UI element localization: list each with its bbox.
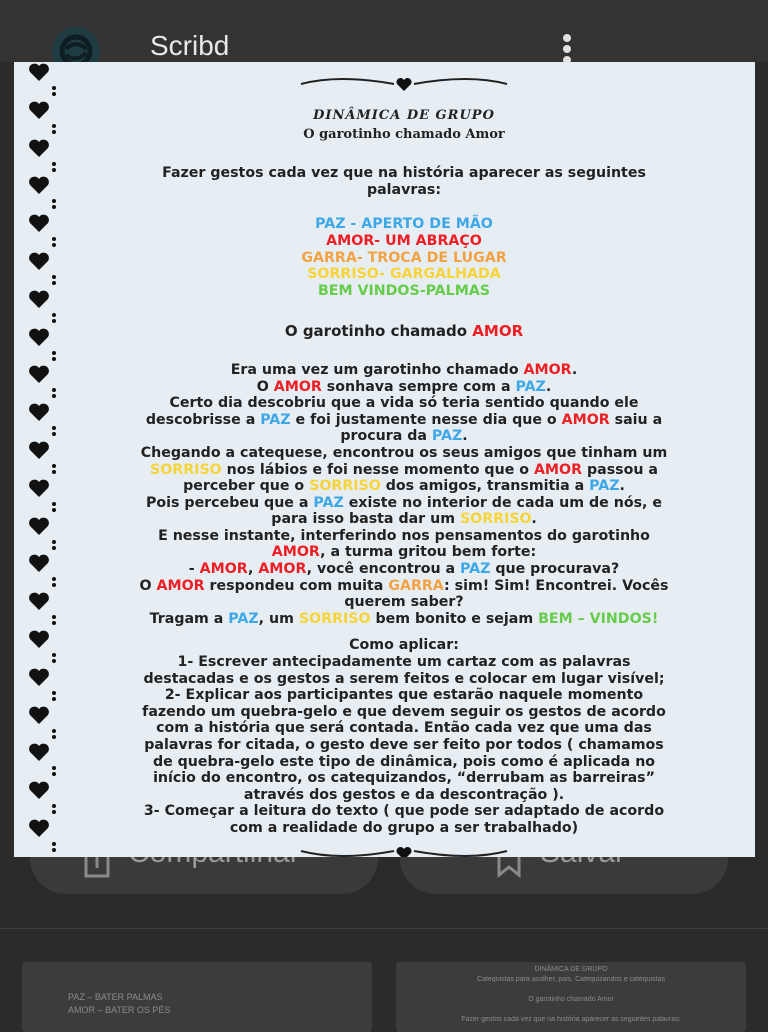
dot-icon: [52, 357, 56, 361]
thumbnail-text: Catequistas para acolher, pais, Catequizandos e catequistas: [477, 976, 665, 983]
how-to-apply: [64, 637, 744, 836]
story-line: [64, 395, 744, 412]
story-text-segment: Tragam a: [149, 610, 229, 627]
dot-icon: [52, 546, 56, 550]
dot-icon: [52, 464, 56, 468]
dot-icon: [52, 848, 56, 852]
heart-border-row: [28, 364, 56, 402]
keyword-yellow: SORRISO: [309, 478, 381, 495]
how-to-apply-line: 1- Escrever antecipadamente um cartaz com as palavras: [177, 654, 631, 671]
ornament-divider: [299, 72, 509, 94]
heart-border-row: [28, 327, 56, 365]
story-text-segment: Pois percebeu que a: [146, 494, 314, 511]
keyword-red: AMOR: [199, 561, 248, 578]
divider: [0, 928, 768, 929]
document-content: [64, 62, 744, 857]
story-title-prefix: O garotinho chamado: [284, 322, 473, 341]
more-vert-icon[interactable]: [557, 34, 577, 64]
document-title: DINÂMICA DE GRUPO: [313, 108, 495, 123]
heart-border-row: [28, 553, 56, 591]
dot-icon: [52, 729, 56, 733]
dot-icon: [52, 653, 56, 657]
dot-icon: [52, 621, 56, 625]
app-title: Scribd: [150, 30, 230, 61]
dot-icon: [52, 583, 56, 587]
heart-icon: [28, 516, 50, 536]
dot-icon: [52, 772, 56, 776]
story-line: [64, 511, 744, 528]
story-line: [64, 611, 744, 628]
dot-icon: [52, 426, 56, 430]
heart-border-row: [28, 251, 56, 289]
thumbnail-text: O garotinho chamado Amor: [528, 996, 614, 1003]
legend-item-amor: AMOR- UM ABRAÇO: [326, 232, 482, 249]
heart-border-row: [28, 516, 56, 554]
heart-border-row: [28, 818, 56, 856]
how-to-apply-line: 2- Explicar aos participantes que estarão naquele momento: [164, 687, 644, 704]
dot-icon: [52, 319, 56, 323]
story-line: [64, 379, 744, 396]
story-text-segment: Certo dia descobriu que a vida só teria sentido quando ele: [169, 395, 639, 412]
story-text-segment: descobrisse a: [145, 411, 261, 428]
keyword-yellow: SORRISO: [298, 610, 371, 627]
keyword-blue: PAZ: [431, 428, 463, 445]
dot-icon: [52, 394, 56, 398]
story-line: [64, 578, 744, 595]
story-text-segment: para isso basta dar um: [271, 511, 460, 528]
heart-icon: [28, 251, 50, 271]
dot-icon: [52, 766, 56, 770]
dot-icon: [52, 502, 56, 506]
dot-icon: [52, 432, 56, 436]
story-title: [64, 323, 744, 340]
dot-icon: [52, 577, 56, 581]
heart-border: [28, 62, 56, 856]
related-document-thumbnail[interactable]: [22, 962, 372, 1032]
dot-icon: [52, 735, 56, 739]
dot-icon: [52, 697, 56, 701]
thumbnail-text: DINÂMICA DE GRUPO: [534, 966, 608, 973]
story-text-segment: .: [619, 478, 625, 495]
app-header: [0, 0, 768, 62]
keyword-red: AMOR: [156, 577, 205, 594]
heart-border-row: [28, 705, 56, 743]
how-to-apply-line: com a realidade do grupo a ser trabalhado): [229, 819, 579, 836]
thumbnail-text: Fazer gestos cada vez que na história aparecer as seguintes palavras:: [461, 1016, 681, 1023]
legend-item-sorriso: SORRISO- GARGALHADA: [307, 266, 501, 283]
heart-icon: [28, 629, 50, 649]
story-text-segment: existe no interior de cada um de nós, e: [343, 494, 662, 511]
legend-item-bem-vindos: BEM VINDOS-PALMAS: [317, 282, 491, 299]
keyword-red: AMOR: [561, 411, 610, 428]
legend-item-paz: PAZ - APERTO DE MÃO: [315, 216, 493, 233]
dot-icon: [52, 615, 56, 619]
dot-icon: [52, 691, 56, 695]
dot-icon: [52, 388, 56, 392]
story-text-segment: e foi justamente nesse dia que o: [290, 411, 562, 428]
dot-icon: [52, 275, 56, 279]
story-text-segment: querem saber?: [344, 594, 464, 611]
how-to-apply-heading: Como aplicar:: [349, 637, 459, 654]
story-text: [64, 362, 744, 628]
dot-icon: [52, 124, 56, 128]
thumbnail-text: AMOR – BATER OS PÉS: [68, 1005, 171, 1015]
heart-icon: [28, 780, 50, 800]
heart-border-row: [28, 213, 56, 251]
keyword-blue: PAZ: [515, 378, 546, 395]
dot-icon: [52, 130, 56, 134]
heart-border-row: [28, 591, 56, 629]
dot-icon: [52, 281, 56, 285]
story-line: [64, 445, 744, 462]
dot-icon: [52, 351, 56, 355]
heart-icon: [28, 213, 50, 233]
heart-border-row: [28, 62, 56, 100]
how-to-apply-line: de quebra-gelo este tipo de dinâmica, pois como é aplicada no: [152, 753, 656, 770]
keyword-red: AMOR: [271, 544, 321, 561]
keyword-red: AMOR: [533, 461, 583, 478]
heart-border-row: [28, 440, 56, 478]
legend-item-garra: GARRA- TROCA DE LUGAR: [301, 249, 507, 266]
dot-icon: [52, 205, 56, 209]
heart-border-row: [28, 478, 56, 516]
heart-border-row: [28, 629, 56, 667]
story-text-segment: E nesse instante, interferindo nos pensamentos do garotinho: [158, 527, 650, 544]
keyword-orange: GARRA: [388, 577, 445, 594]
heart-border-row: [28, 138, 56, 176]
story-title-highlight: AMOR: [472, 322, 524, 341]
thumbnail-text: PAZ – BATER PALMAS: [68, 992, 163, 1002]
heart-border-row: [28, 402, 56, 440]
dot-icon: [52, 168, 56, 172]
story-text-segment: passou a: [582, 461, 658, 478]
story-line: [64, 495, 744, 512]
dot-icon: [52, 237, 56, 241]
story-text-segment: respondeu com muita: [204, 577, 389, 594]
how-to-apply-line: destacadas e os gestos a serem feitos e colocar em lugar visível;: [143, 670, 665, 687]
ornament-divider: [299, 841, 509, 857]
story-text-segment: : sim! Sim! Encontrei. Vocês: [444, 577, 669, 594]
story-line: [64, 478, 744, 495]
heart-icon: [28, 100, 50, 120]
dot-icon: [52, 92, 56, 96]
how-to-apply-line: através dos gestos e da descontração ).: [243, 786, 565, 803]
story-text-segment: Chegando a catequese, encontrou os seus amigos que tinham um: [140, 444, 668, 461]
story-line: [64, 362, 744, 379]
dot-icon: [52, 659, 56, 663]
gesture-legend: [64, 216, 744, 299]
heart-icon: [28, 327, 50, 347]
heart-border-row: [28, 175, 56, 213]
how-to-apply-line: com a história que será contada. Então cada vez que uma das: [156, 720, 652, 737]
keyword-yellow: SORRISO: [150, 461, 222, 478]
story-text-segment: nos lábios e foi nesse momento que o: [221, 461, 534, 478]
dot-icon: [52, 243, 56, 247]
heart-icon: [28, 667, 50, 687]
keyword-green: BEM – VINDOS!: [538, 610, 659, 627]
intro-line: Fazer gestos cada vez que na história aparecer as seguintes: [162, 165, 646, 182]
story-text-segment: procura da: [340, 428, 432, 445]
story-text-segment: .: [545, 378, 552, 395]
story-text-segment: perceber que o: [183, 478, 310, 495]
story-text-segment: Era uma vez um garotinho chamado: [230, 361, 524, 378]
story-text-segment: .: [571, 361, 578, 378]
related-document-thumbnail[interactable]: [396, 962, 746, 1032]
story-text-segment: , a turma gritou bem forte:: [320, 544, 537, 561]
story-text-segment: dos amigos, transmitia a: [380, 478, 590, 495]
heart-icon: [28, 818, 50, 838]
story-text-segment: -: [188, 561, 200, 578]
story-text-segment: , você encontrou a: [306, 561, 461, 578]
dot-icon: [52, 810, 56, 814]
story-text-segment: ,: [247, 561, 259, 578]
keyword-blue: PAZ: [260, 411, 291, 428]
story-line: [64, 528, 744, 545]
heart-icon: [28, 175, 50, 195]
dot-icon: [52, 162, 56, 166]
heart-icon: [28, 440, 50, 460]
how-to-apply-line: início do encontro, os catequizandos, “derrubam as barreiras”: [153, 770, 655, 787]
story-line: [64, 544, 744, 561]
story-line: [64, 412, 744, 429]
heart-icon: [28, 289, 50, 309]
dot-icon: [52, 86, 56, 90]
dot-icon: [52, 313, 56, 317]
dot-icon: [52, 540, 56, 544]
story-text-segment: bem bonito e sejam: [370, 610, 539, 627]
story-text-segment: O: [139, 577, 157, 594]
intro-line: palavras:: [366, 181, 442, 198]
document-page[interactable]: [14, 62, 755, 857]
heart-icon: [28, 591, 50, 611]
keyword-red: AMOR: [523, 361, 572, 378]
story-text-segment: saiu a: [609, 411, 663, 428]
heart-icon: [28, 478, 50, 498]
keyword-red: AMOR: [273, 378, 322, 395]
keyword-blue: PAZ: [460, 561, 491, 578]
dot-icon: [52, 199, 56, 203]
dot-icon: [52, 508, 56, 512]
keyword-blue: PAZ: [313, 494, 344, 511]
how-to-apply-line: 3- Começar a leitura do texto ( que pode ser adaptado de acordo: [143, 803, 665, 820]
story-text-segment: O: [256, 378, 274, 395]
heart-icon: [28, 402, 50, 422]
heart-icon: [28, 62, 50, 82]
story-text-segment: .: [531, 511, 537, 528]
story-line: [64, 462, 744, 479]
dot-icon: [52, 804, 56, 808]
heart-icon: [28, 553, 50, 573]
heart-icon: [28, 705, 50, 725]
story-line: [64, 594, 744, 611]
story-line: [64, 428, 744, 445]
story-text-segment: que procurava?: [490, 561, 620, 578]
heart-icon: [28, 138, 50, 158]
keyword-blue: PAZ: [589, 478, 620, 495]
keyword-red: AMOR: [258, 561, 307, 578]
story-text-segment: .: [462, 428, 468, 445]
document-subtitle: O garotinho chamado Amor: [303, 126, 505, 142]
dot-icon: [52, 470, 56, 474]
heart-border-row: [28, 100, 56, 138]
intro-text: [64, 165, 744, 198]
story-line: [64, 561, 744, 578]
dot-icon: [52, 842, 56, 846]
heart-icon: [28, 364, 50, 384]
heart-border-row: [28, 780, 56, 818]
story-text-segment: , um: [258, 610, 299, 627]
heart-border-row: [28, 289, 56, 327]
how-to-apply-line: palavras for citada, o gesto deve ser feito por todos ( chamamos: [144, 737, 664, 753]
heart-icon: [28, 742, 50, 762]
keyword-blue: PAZ: [228, 610, 259, 627]
how-to-apply-line: fazendo um quebra-gelo e que devem seguir os gestos de acordo: [142, 703, 666, 720]
story-text-segment: sonhava sempre com a: [321, 378, 516, 395]
keyword-yellow: SORRISO: [459, 511, 532, 528]
heart-border-row: [28, 742, 56, 780]
heart-border-row: [28, 667, 56, 705]
